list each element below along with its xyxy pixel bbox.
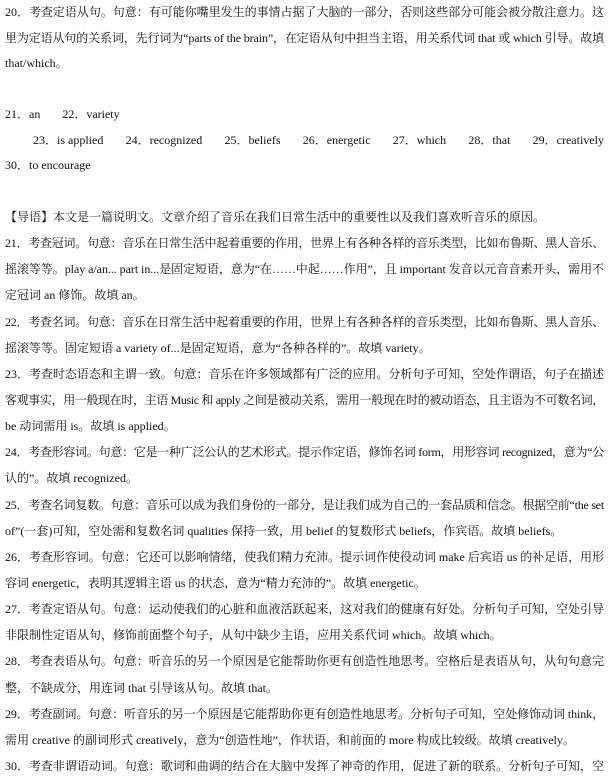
explanation-28 (5, 648, 604, 700)
answer-item: 23．is applied (33, 132, 104, 147)
explanation-line: 非限制性定语从句，修饰前面整个句子，从句中缺少主语，应用关系代词 which。故填 which。 (5, 628, 502, 643)
explanation-24 (5, 439, 604, 491)
explanation-line: 26．考查形容词。句意：它还可以影响情绪，使我们精力充沛。提示词作使役动词 make 后宾语 us 的补足语，用形 (5, 549, 604, 564)
q20-explanation-line: that/which。 (5, 56, 68, 70)
answer-key-row (5, 102, 604, 128)
explanation-26 (5, 544, 604, 596)
answer-item: 22．variety (62, 107, 120, 121)
explanation-line: 25．考查名词复数。句意：音乐可以成为我们身份的一部分，是让我们成为自己的一套品质和信念。根据空前“the set (5, 497, 604, 512)
explanation-30 (5, 753, 604, 779)
answer-item: 25．beliefs (224, 132, 281, 147)
explanation-27 (5, 596, 604, 648)
explanation-line: of”(一套)可知，空处需和复数名词 qualities 保持一致，用 belief 的复数形式 beliefs，作宾语。故填 beliefs。 (5, 523, 563, 538)
answer-item: 29．creatively (532, 132, 604, 147)
answer-item: 28．that (468, 132, 511, 147)
explanation-29 (5, 701, 604, 753)
answer-item: 30．to encourage (5, 158, 91, 172)
explanation-line: 22．考查名词。句意：音乐在日常生活中起着重要的作用，世界上有各种各样的音乐类型，比如布鲁斯、黑人音乐、 (5, 314, 604, 329)
explanation-line: 认的”。故填 recognized。 (5, 471, 138, 486)
explanation-line: 27．考查定语从句。句意：运动使我们的心脏和血液活跃起来，这对我们的健康有好处。分析句子可知，空处引导 (5, 602, 604, 617)
explanation-line: 客观事实，用一般现在时，主语 Music 和 apply 之间是被动关系，需用一般现在时的被动语态，且主语为不可数名词， (5, 392, 604, 407)
explanation-line: 30．考查非谓语动词。句意：歌词和曲调的结合在大脑中发挥了神奇的作用，促进了新的联系。分析句子可知，空 (5, 758, 604, 773)
answer-item: 26．energetic (302, 132, 371, 147)
explanation-line: be 动词需用 is。故填 is applied。 (5, 419, 176, 434)
q20-explanation-line: 20．考查定语从句。句意：有可能你嘴里发生的事情占据了大脑的一部分，否则这些部分可能会被分散注意力。这 (5, 5, 604, 19)
explanation-line: 28．考查表语从句。句意：听音乐的另一个原因是它能帮助你更有创造性地思考。空格后是表语从句，从句句意完 (5, 654, 604, 669)
explanation-line: 需用 creative 的副词形式 creatively，意为“创造性地”，作状语，和前面的 more 构成比较级。故填 creatively。 (5, 732, 575, 747)
explanations-section (5, 204, 604, 779)
answer-key-row (5, 153, 604, 179)
explanation-line: 摇滚等等。play a/an... part in...是固定短语，意为“在……中起……作用”，且 important 发音以元音音素开头，需用不 (5, 262, 604, 277)
guide-text: 【导语】本文是一篇说明文。文章介绍了音乐在我们日常生活中的重要性以及我们喜欢听音乐的原因。 (5, 210, 546, 224)
blank-line (5, 77, 604, 103)
explanation-line: 摇滚等等。固定短语 a variety of...是固定短语，意为“各种各样的”。故填 variety。 (5, 340, 431, 355)
explanation-line: 29．考查副词。句意：听音乐的另一个原因是它能帮助你更有创造性地思考。分析句子可知，空处修饰动词 think， (5, 706, 604, 721)
explanation-line: 21．考查冠词。句意：音乐在日常生活中起着重要的作用，世界上有各种各样的音乐类型，比如布鲁斯、黑人音乐、 (5, 236, 604, 251)
question-20-and-answer-key (5, 0, 604, 204)
explanation-23 (5, 361, 604, 439)
explanation-22 (5, 309, 604, 361)
blank-line (5, 179, 604, 205)
answer-item: 24．recognized (125, 132, 203, 147)
explanation-21 (5, 230, 604, 308)
answer-key-row (5, 128, 604, 154)
q20-explanation-line: 里为定语从句的关系词，先行词为“parts of the brain”，在定语从句中担当主语，用关系代词 that 或 which 引导。故填 (5, 30, 604, 45)
explanation-25 (5, 492, 604, 544)
explanation-line: 24．考查形容词。句意：它是一种广泛公认的艺术形式。提示作定语，修饰名词 form，用形容词 recognized，意为“公 (5, 445, 604, 460)
explanation-line: 23．考查时态语态和主谓一致。句意：音乐在许多领域都有广泛的应用。分析句子可知，空处作谓语，句子在描述 (5, 366, 604, 381)
answer-item: 27．which (392, 132, 447, 147)
answer-item: 21．an (5, 107, 41, 121)
explanation-line: 定冠词 an 修饰。故填 an。 (5, 288, 145, 303)
explanation-line: 容词 energetic，表明其逻辑主语 us 的状态，意为“精力充沛的”。故填 energetic。 (5, 575, 426, 590)
explanation-line: 整，不缺成分，用连词 that 引导该从句。故填 that。 (5, 680, 278, 695)
